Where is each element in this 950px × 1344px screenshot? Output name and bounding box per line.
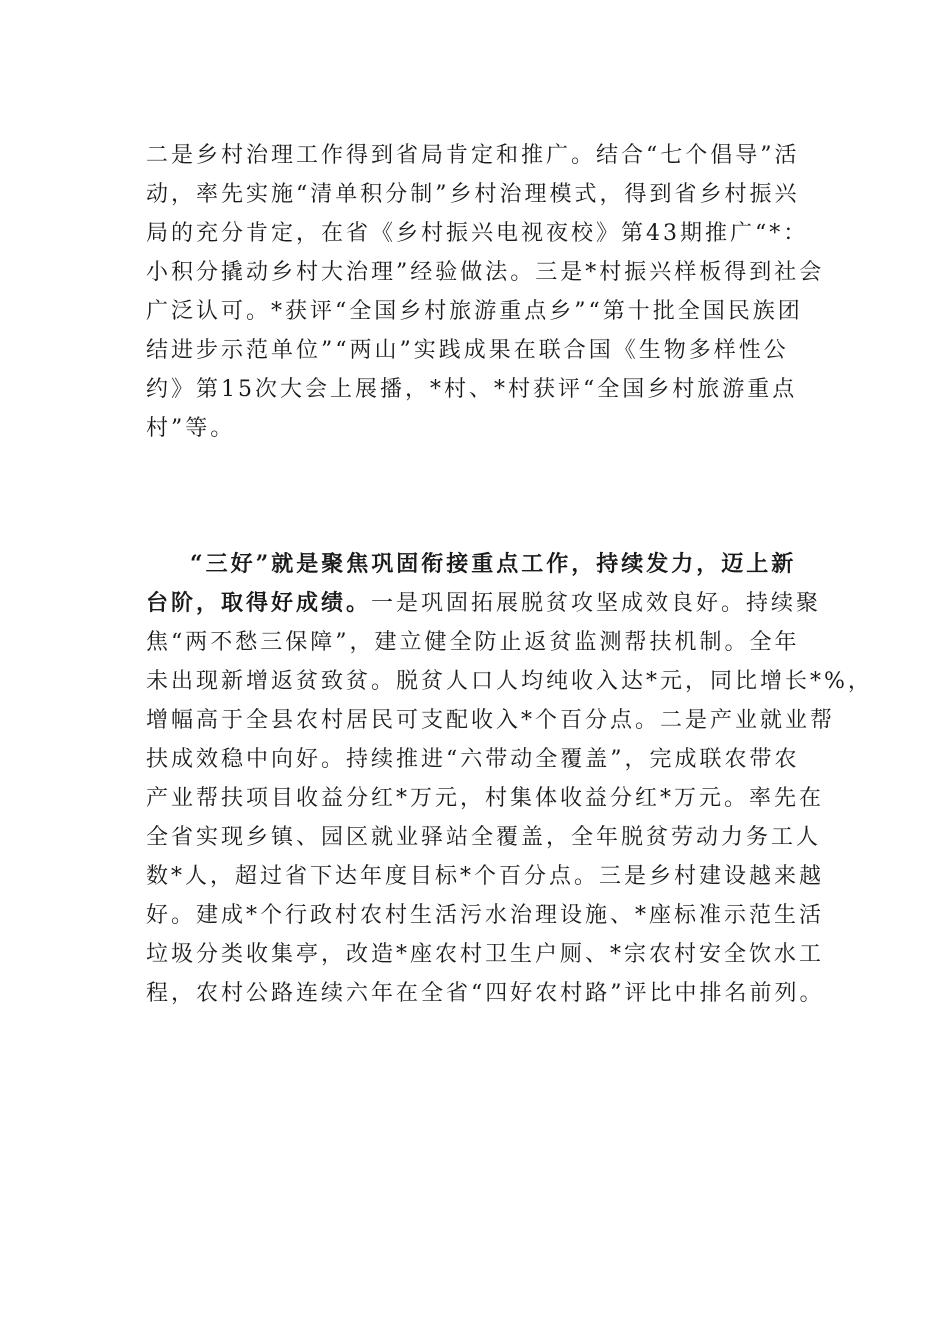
- paragraph-line: 好。建成*个行政村农村生活污水治理设施、*座标准示范生活: [146, 903, 825, 928]
- paragraph-line: 全省实现乡镇、园区就业驿站全覆盖，全年脱贫劳动力务工人: [146, 825, 822, 850]
- section-heading-line: “三好”就是聚焦巩固衔接重点工作，持续发力，迈上新: [190, 551, 797, 577]
- paragraph-line: 局的充分肯定，在省《乡村振兴电视夜校》第43期推广“*：: [146, 221, 809, 246]
- paragraph-line: 村”等。: [146, 416, 236, 441]
- paragraph-line: 增幅高于全县农村居民可支配收入*个百分点。二是产业就业帮: [146, 708, 836, 733]
- paragraph-line: 垃圾分类收集亭，改造*座农村卫生户厕、*宗农村安全饮水工: [146, 942, 825, 967]
- paragraph-line: 约》第15次大会上展播，*村、*村获评“全国乡村旅游重点: [146, 377, 798, 402]
- paragraph-line: 程，农村公路连续六年在全省“四好农村路”评比中排名前列。: [146, 981, 825, 1006]
- paragraph-line: 产业帮扶项目收益分红*万元，村集体收益分红*万元。率先在: [146, 786, 825, 811]
- paragraph-line: 扶成效稳中向好。持续推进“六带动全覆盖”，完成联农带农: [146, 747, 800, 772]
- paragraph-village-governance: [146, 136, 826, 448]
- paragraph-line: 未出现新增返贫致贫。脱贫人口人均纯收入达*元，同比增长*%，: [146, 669, 873, 694]
- paragraph-line: 二是乡村治理工作得到省局肯定和推广。结合“七个倡导”活: [146, 143, 800, 168]
- paragraph-line: 动，率先实施“清单积分制”乡村治理模式，得到省乡村振兴: [146, 182, 800, 207]
- paragraph-three-goods: [146, 545, 873, 1013]
- paragraph-line: 焦“两不愁三保障”，建立健全防止返贫监测帮扶机制。全年: [146, 630, 800, 655]
- paragraph-line: [146, 584, 826, 623]
- section-heading-tail: 台阶，取得好成绩。: [146, 590, 372, 616]
- paragraph-line: 结进步示范单位”“两山”实践成果在联合国《生物多样性公: [146, 338, 789, 363]
- paragraph-line: 广泛认可。*获评“全国乡村旅游重点乡”“第十批全国民族团: [146, 299, 803, 324]
- paragraph-text: 一是巩固拓展脱贫攻坚成效良好。持续聚: [371, 591, 822, 616]
- paragraph-line: 小积分撬动乡村大治理”经验做法。三是*村振兴样板得到社会: [146, 260, 825, 285]
- paragraph-line: 数*人，超过省下达年度目标*个百分点。三是乡村建设越来越: [146, 864, 825, 889]
